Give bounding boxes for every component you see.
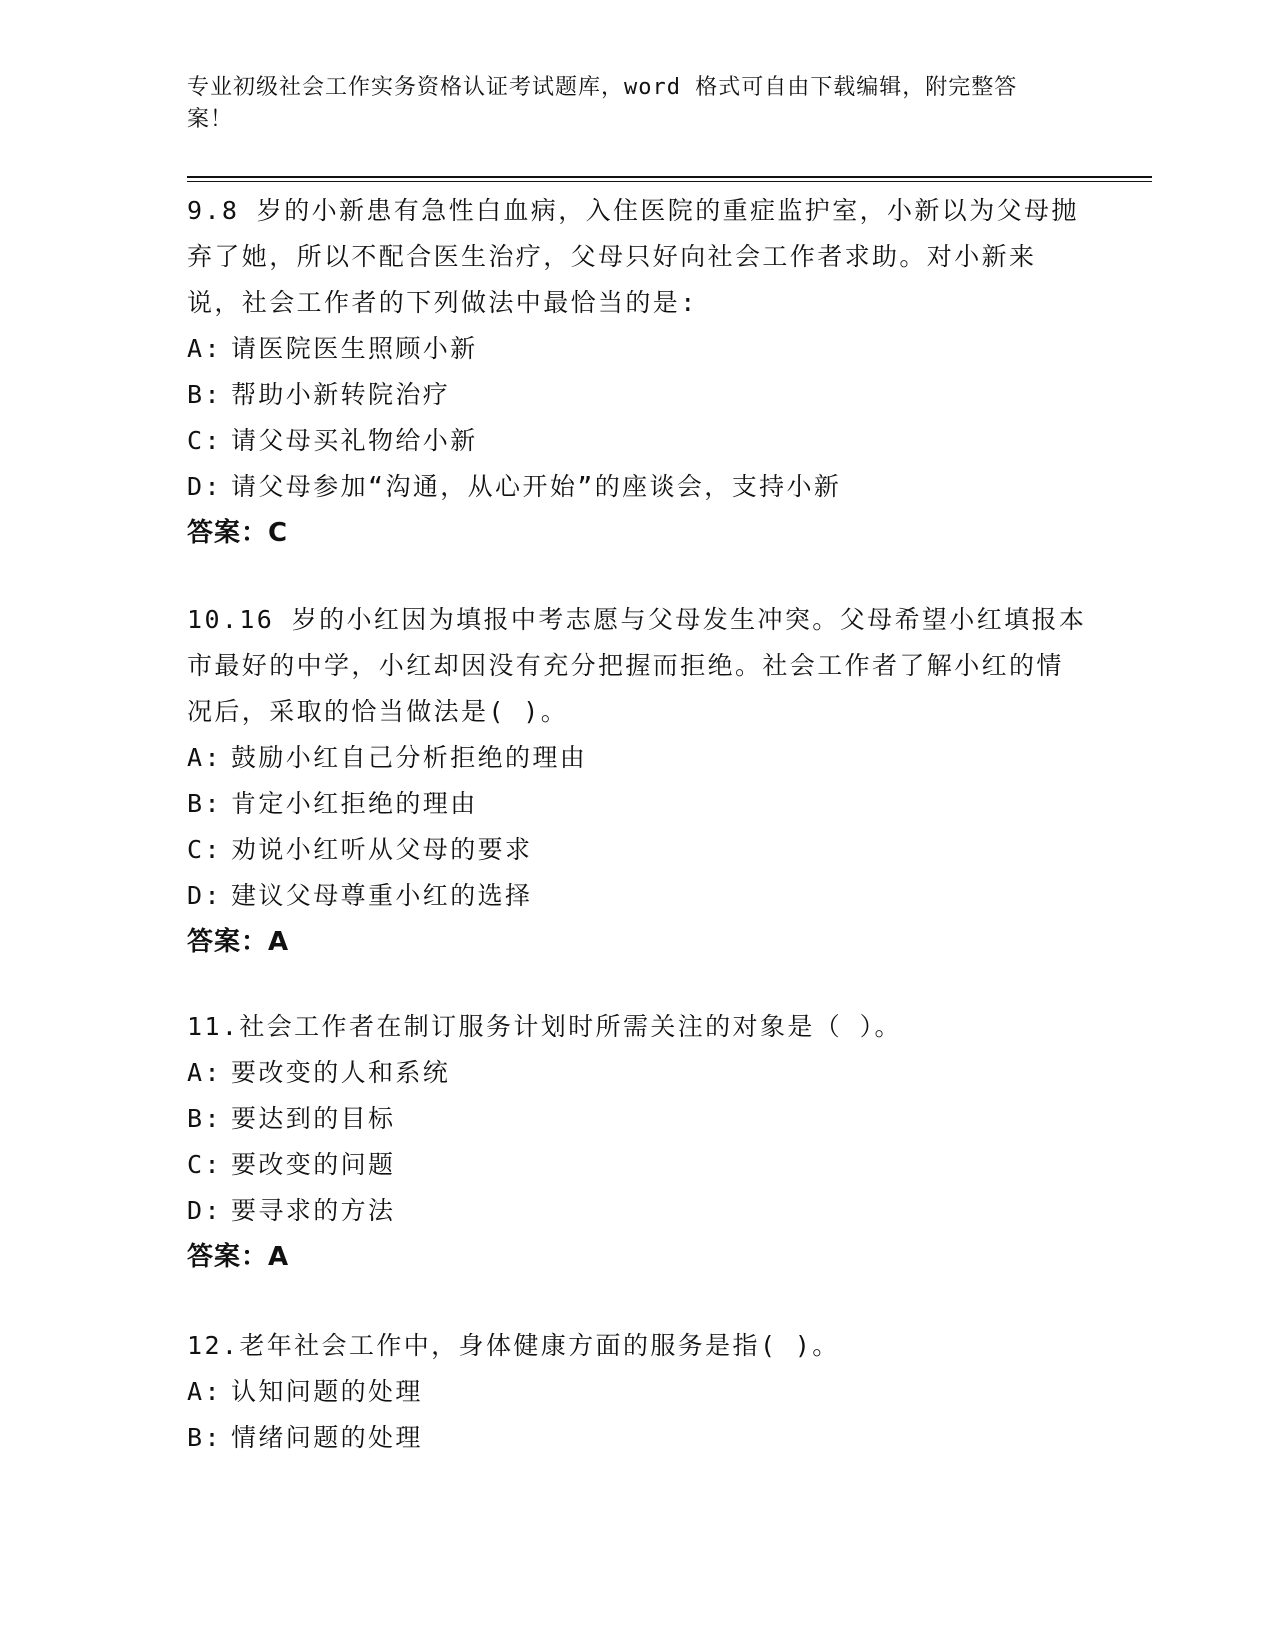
question-10 <box>187 597 1087 965</box>
header-line-1: 专业初级社会工作实务资格认证考试题库，word 格式可自由下载编辑，附完整答 <box>187 75 1018 100</box>
option-letter: B: <box>187 380 222 409</box>
answer: 答案：A <box>187 1242 290 1272</box>
answer: 答案：C <box>187 518 289 548</box>
option-text: 鼓励小红自己分析拒绝的理由 <box>231 743 588 772</box>
option-c <box>187 418 1087 464</box>
option-letter: C: <box>187 1150 222 1179</box>
option-letter: A: <box>187 1377 222 1406</box>
option-letter: A: <box>187 743 222 772</box>
question-12 <box>187 1323 1087 1461</box>
option-b <box>187 1096 1087 1142</box>
option-d <box>187 873 1087 919</box>
option-letter: A: <box>187 334 222 363</box>
question-text: 10.16 岁的小红因为填报中考志愿与父母发生冲突。父母希望小红填报本市最好的中学，小红却因没有充分把握而拒绝。社会工作者了解小红的情况后，采取的恰当做法是( )。 <box>187 605 1087 726</box>
document-header <box>187 72 1067 136</box>
option-text: 要达到的目标 <box>231 1104 396 1133</box>
question-text: 11.社会工作者在制订服务计划时所需关注的对象是（ ）。 <box>187 1012 902 1041</box>
option-text: 请父母买礼物给小新 <box>231 426 478 455</box>
option-c <box>187 1142 1087 1188</box>
option-a <box>187 735 1087 781</box>
option-letter: D: <box>187 1196 222 1225</box>
option-letter: B: <box>187 1104 222 1133</box>
option-a <box>187 1369 1087 1415</box>
option-text: 肯定小红拒绝的理由 <box>231 789 478 818</box>
option-text: 请医院医生照顾小新 <box>231 334 478 363</box>
option-b <box>187 781 1087 827</box>
option-letter: B: <box>187 1423 222 1452</box>
question-text: 12.老年社会工作中，身体健康方面的服务是指( )。 <box>187 1331 840 1360</box>
header-divider-thin <box>187 181 1152 182</box>
header-line-2: 案！ <box>187 107 234 132</box>
option-text: 情绪问题的处理 <box>231 1423 423 1452</box>
option-letter: C: <box>187 835 222 864</box>
option-c <box>187 827 1087 873</box>
option-letter: A: <box>187 1058 222 1087</box>
option-letter: C: <box>187 426 222 455</box>
option-letter: B: <box>187 789 222 818</box>
option-text: 建议父母尊重小红的选择 <box>231 881 533 910</box>
answer: 答案：A <box>187 927 290 957</box>
option-text: 要改变的人和系统 <box>231 1058 451 1087</box>
option-b <box>187 1415 1087 1461</box>
header-divider-thick <box>187 176 1152 178</box>
option-text: 劝说小红听从父母的要求 <box>231 835 533 864</box>
option-text: 请父母参加“沟通，从心开始”的座谈会，支持小新 <box>231 472 842 501</box>
option-text: 要寻求的方法 <box>231 1196 396 1225</box>
option-letter: D: <box>187 881 222 910</box>
option-text: 认知问题的处理 <box>231 1377 423 1406</box>
question-text: 9.8 岁的小新患有急性白血病，入住医院的重症监护室，小新以为父母抛弃了她，所以不配合医生治疗，父母只好向社会工作者求助。对小新来说，社会工作者的下列做法中最恰当的是: <box>187 196 1079 317</box>
option-letter: D: <box>187 472 222 501</box>
question-9 <box>187 188 1087 556</box>
option-text: 要改变的问题 <box>231 1150 396 1179</box>
option-text: 帮助小新转院治疗 <box>231 380 451 409</box>
option-d <box>187 464 1087 510</box>
question-11 <box>187 1004 1087 1280</box>
option-d <box>187 1188 1087 1234</box>
option-b <box>187 372 1087 418</box>
option-a <box>187 326 1087 372</box>
option-a <box>187 1050 1087 1096</box>
